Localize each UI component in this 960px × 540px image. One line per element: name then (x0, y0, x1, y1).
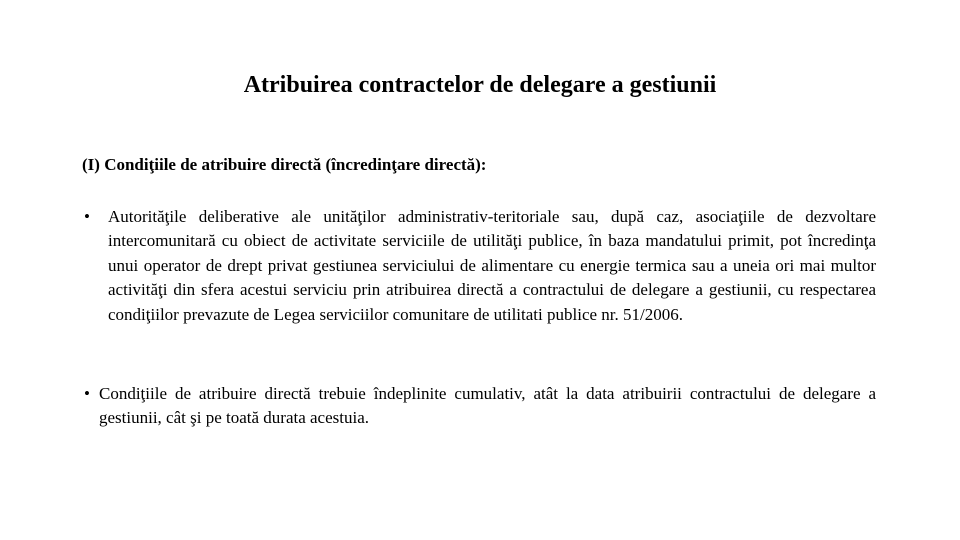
bullet-marker: • (84, 384, 90, 403)
section-subtitle: (I) Condiţiile de atribuire directă (încredinţare directă): (82, 155, 487, 174)
bullet-marker: • (84, 207, 90, 226)
slide-title: Atribuirea contractelor de delegare a gestiunii (243, 72, 717, 98)
bullet-text-direct-award-authority: Autorităţile deliberative ale unităţilor administrativ-teritoriale sau, după caz, asociaţiile de dezvoltare intercomunitară cu obiect de activitate serviciile de utilităţi publice, în baza mandatului primit, pot încredinţa unui operator de drept privat gestiunea serviciului de alimentare cu energie termica sau a uneia ori mai multor activităţi din sfera acestui serviciu prin atribuirea directă a contractului de delegare a gestiunii, cu respectarea condiţiilor prevazute de Legea serviciilor comunitare de utilitati publice nr. 51/2006. (108, 207, 876, 324)
bullet-text-cumulative-conditions: Condiţiile de atribuire directă trebuie îndeplinite cumulativ, atât la data atribuirii contractului de delegare a gestiunii, cât şi pe toată durata acestuia. (99, 384, 876, 428)
